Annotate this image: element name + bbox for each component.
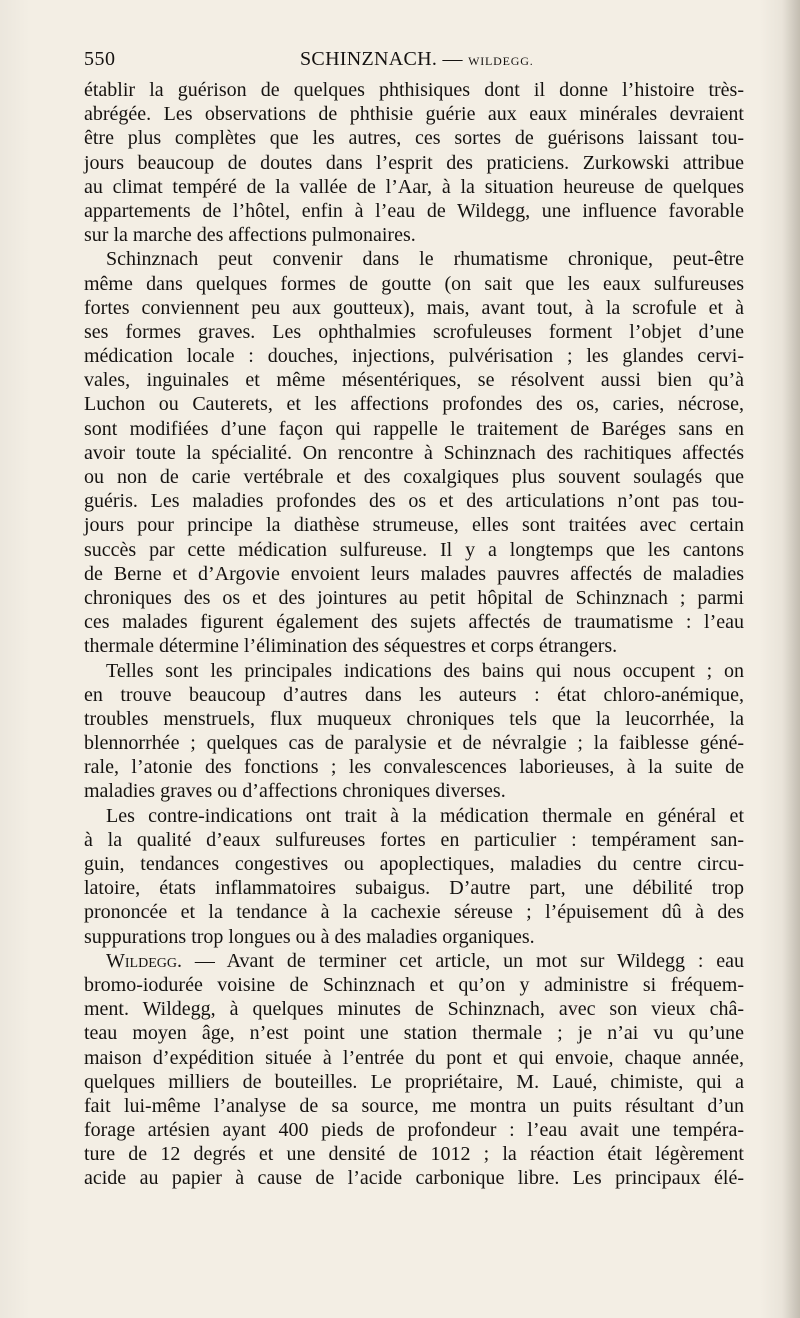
text-line [84, 247, 744, 271]
running-head [300, 48, 534, 71]
running-head-subtitle: WILDEGG. [468, 54, 534, 68]
line-text: chroniques des os et des jointures au petit hôpital de Schinznach ; parmi [84, 586, 744, 609]
line-text: médication locale : douches, injections, pulvérisation ; les glandes cervi- [84, 345, 744, 368]
text-line [84, 489, 744, 513]
line-text: fait lui-même l’analyse de sa source, me montra un puits résultant d’un [84, 1094, 744, 1117]
text-line [84, 804, 744, 828]
text-line [84, 997, 744, 1021]
line-text: forage artésien ayant 400 pieds de profondeur : l’eau avait une tempéra- [84, 1119, 744, 1142]
line-text: prononcée et la tendance à la cachexie séreuse ; l’épuisement dû à des [84, 901, 744, 924]
line-text: Luchon ou Cauterets, et les affections profondes des os, caries, nécrose, [84, 393, 744, 416]
text-line [84, 126, 744, 150]
line-text: quelques milliers de bouteilles. Le propriétaire, M. Laué, chimiste, qui a [84, 1070, 744, 1093]
line-text: maison d’expédition située à l’entrée du pont et qui envoie, chaque année, [84, 1046, 744, 1069]
line-text: ces malades figurent également des sujets affectés de traumatisme : l’eau [84, 611, 744, 634]
text-line [84, 1070, 744, 1094]
line-text: avoir toute la spécialité. On rencontre à Schinznach des rachitiques affectés [84, 441, 744, 464]
line-text: appartements de l’hôtel, enfin à l’eau de Wildegg, une influence favorable [84, 199, 744, 222]
line-text: même dans quelques formes de goutte (on sait que les eaux sulfureuses [84, 272, 744, 295]
text-line [84, 175, 744, 199]
text-line [84, 465, 744, 489]
text-line [84, 538, 744, 562]
text-line [84, 707, 744, 731]
line-text: abrégée. Les observations de phthisie guérie aux eaux minérales devraient [84, 103, 744, 126]
line-text: bromo-iodurée voisine de Schinznach et qu’on y administre si fréquem- [84, 973, 744, 996]
line-text: ses formes graves. Les ophthalmies scrofuleuses forment l’objet d’une [84, 320, 744, 343]
text-line [84, 1118, 744, 1142]
line-text: teau moyen âge, n’est point une station thermale ; je n’ai vu qu’une [84, 1022, 744, 1045]
text-line [84, 1166, 744, 1190]
text-line [84, 779, 744, 803]
line-text: guin, tendances congestives ou apoplectiques, maladies du centre circu- [84, 853, 744, 875]
text-line [84, 1021, 744, 1045]
text-line [84, 634, 744, 658]
page-header [84, 48, 744, 78]
text-line [84, 513, 744, 537]
text-line [84, 755, 744, 779]
line-text: au climat tempéré de la vallée de l’Aar, à la situation heureuse de quelques [84, 175, 744, 198]
line-text: sur la marche des affections pulmonaires. [84, 224, 416, 247]
line-text: rale, l’atonie des fonctions ; les convalescences laborieuses, à la suite de [84, 756, 744, 779]
text-line [84, 1142, 744, 1166]
line-text: de Berne et d’Argovie envoient leurs malades pauvres affectés de maladies [84, 562, 744, 585]
text-line [84, 900, 744, 924]
line-text: troubles menstruels, flux muqueux chroniques tels que la leucorrhée, la [84, 707, 744, 730]
line-text: suppurations trop longues ou à des maladies organiques. [84, 925, 535, 948]
text-line [84, 417, 744, 441]
section-lead: Wildegg. [106, 949, 182, 972]
text-line [84, 223, 744, 247]
text-line [84, 320, 744, 344]
line-text: fortes conviennent peu aux goutteux), mais, avant tout, à la scrofule et à [84, 296, 744, 319]
body-text [84, 78, 744, 1191]
text-line [84, 1046, 744, 1070]
line-text: thermale détermine l’élimination des séquestres et corps étrangers. [84, 635, 618, 658]
text-line [84, 828, 744, 852]
line-text: ment. Wildegg, à quelques minutes de Schinznach, avec son vieux châ- [84, 998, 744, 1021]
line-text: sont modifiées d’une façon qui rappelle le traitement de Baréges sans en [84, 417, 744, 440]
line-text: blennorrhée ; quelques cas de paralysie et de névralgie ; la faiblesse géné- [84, 732, 744, 755]
line-text: — Avant de terminer cet article, un mot sur Wildegg : eau [194, 949, 744, 972]
text-line [84, 296, 744, 320]
line-text: être plus complètes que les autres, ces sortes de guérisons laissant tou- [84, 127, 744, 150]
line-text: Telles sont les principales indications des bains qui nous occupent ; on [106, 659, 744, 682]
text-line [84, 78, 744, 102]
text-line [84, 151, 744, 175]
text-line [84, 392, 744, 416]
page-number: 550 [84, 48, 116, 70]
text-line [84, 852, 744, 876]
text-line [84, 441, 744, 465]
line-text: ou non de carie vertébrale et des coxalgiques plus souvent soulagés que [84, 466, 744, 488]
text-line [84, 102, 744, 126]
text-line [84, 1094, 744, 1118]
line-text: Schinznach peut convenir dans le rhumatisme chronique, peut-être [106, 248, 744, 271]
line-text: établir la guérison de quelques phthisiques dont il donne l’histoire très- [84, 79, 744, 101]
text-line [84, 683, 744, 707]
text-line [84, 973, 744, 997]
line-text: guéris. Les maladies profondes des os et des articulations n’ont pas tou- [84, 490, 744, 513]
text-line [84, 562, 744, 586]
text-line [84, 368, 744, 392]
text-line [84, 659, 744, 683]
text-line [84, 925, 744, 949]
text-line [84, 610, 744, 634]
text-line [84, 949, 744, 973]
line-text: succès par cette médication sulfureuse. Il y a longtemps que les cantons [84, 538, 744, 561]
line-text: jours beaucoup de doutes dans l’esprit des praticiens. Zurkowski attribue [84, 151, 744, 174]
line-text: latoire, états inflammatoires subaigus. D’autre part, une débilité trop [84, 877, 744, 900]
text-line [84, 344, 744, 368]
line-text: maladies graves ou d’affections chroniques diverses. [84, 780, 506, 803]
line-text: Les contre-indications ont trait à la médication thermale en général et [106, 804, 744, 827]
line-text: vales, inguinales et même mésentériques, se résolvent aussi bien qu’à [84, 369, 744, 392]
line-text: à la qualité d’eaux sulfureuses fortes en particulier : tempérament san- [84, 828, 744, 851]
text-line [84, 199, 744, 223]
line-text: ture de 12 degrés et une densité de 1012 ; la réaction était légèrement [84, 1143, 744, 1166]
text-line [84, 876, 744, 900]
text-line [84, 586, 744, 610]
line-text: acide au papier à cause de l’acide carbonique libre. Les principaux élé- [84, 1167, 744, 1190]
running-head-title: SCHINZNACH. — [300, 48, 463, 70]
line-text: jours pour principe la diathèse strumeuse, elles sont traitées avec certain [84, 514, 744, 537]
text-line [84, 272, 744, 296]
text-line [84, 731, 744, 755]
line-text: en trouve beaucoup d’autres dans les auteurs : état chloro-anémique, [84, 683, 744, 706]
